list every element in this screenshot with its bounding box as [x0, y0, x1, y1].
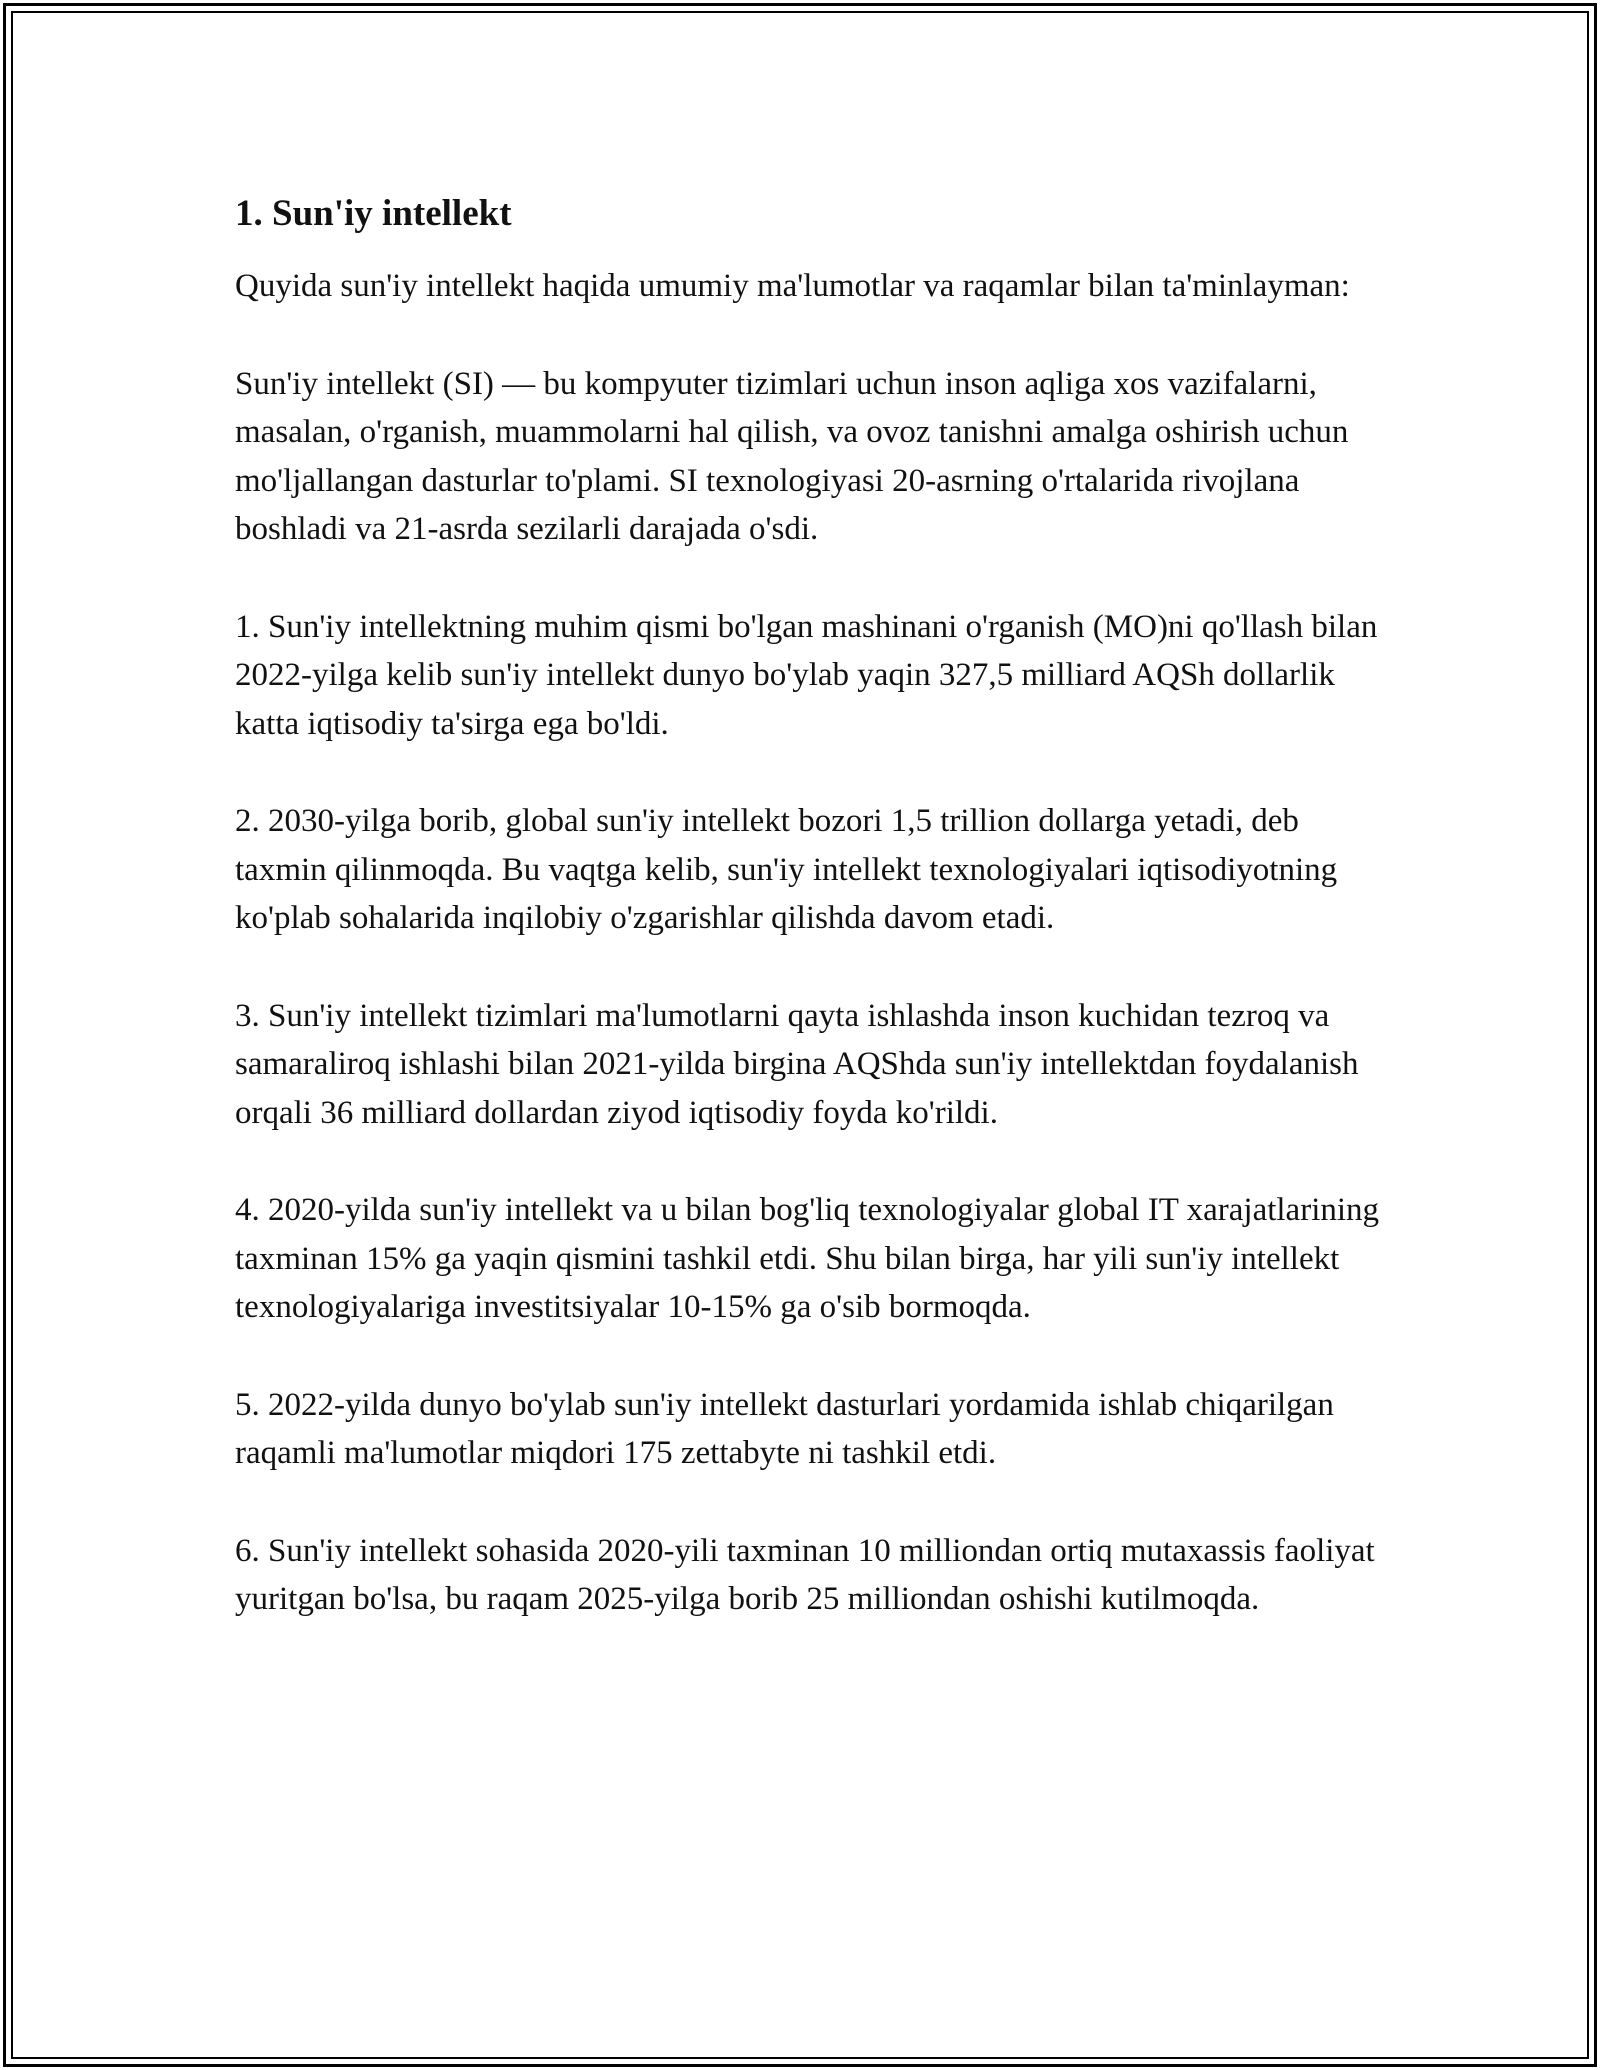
fact-paragraph-6: 6. Sun'iy intellekt sohasida 2020-yili taxminan 10 milliondan ortiq mutaxassis faoliyat yuritgan bo'lsa, bu raqam 2025-yilga borib 25 milliondan oshishi kutilmoqda. [235, 1532, 1375, 1617]
definition-paragraph: Sun'iy intellekt (SI) — bu kompyuter tizimlari uchun inson aqliga xos vazifalarni, masalan, o'rganish, muammolarni hal qilish, va ovoz tanishni amalga oshirish uchun mo'ljallangan dasturlar to'plami. SI texnologiyasi 20-asrning o'rtalarida rivojlana boshladi va 21-asrda sezilarli darajada o'sdi. [235, 365, 1349, 547]
fact-paragraph-1: 1. Sun'iy intellektning muhim qismi bo'lgan mashinani o'rganish (MO)ni qo'llash bilan 2022-yilga kelib sun'iy intellekt dunyo bo'ylab yaqin 327,5 milliard AQSh dollarlik katta iqtisodiy ta'sirga ega bo'ldi. [235, 608, 1378, 742]
document-body [235, 186, 1385, 1673]
fact-paragraph-2: 2. 2030-yilga borib, global sun'iy intellekt bozori 1,5 trillion dollarga yetadi, deb taxmin qilinmoqda. Bu vaqtga kelib, sun'iy intellekt texnologiyalari iqtisodiyotning ko'plab sohalarida inqilobiy o'zgarishlar qilishda davom etadi. [235, 803, 1338, 936]
fact-paragraph-3: 3. Sun'iy intellekt tizimlari ma'lumotlarni qayta ishlashda inson kuchidan tezroq va samaraliroq ishlashi bilan 2021-yilda birgina AQShda sun'iy intellektdan foydalanish orqali 36 milliard dollardan ziyod iqtisodiy foyda ko'rildi. [235, 997, 1359, 1131]
intro-paragraph: Quyida sun'iy intellekt haqida umumiy ma'lumotlar va raqamlar bilan ta'minlayman: [235, 268, 1350, 304]
document-title: 1. Sun'iy intellekt [235, 193, 512, 234]
fact-paragraph-4: 4. 2020-yilda sun'iy intellekt va u bilan bog'liq texnologiyalar global IT xarajatlarining taxminan 15% ga yaqin qismini tashkil etdi. Shu bilan birga, har yili sun'iy intellekt texnologiyalariga investitsiyalar 10-15% ga o'sib bormoqda. [235, 1192, 1380, 1325]
fact-paragraph-5: 5. 2022-yilda dunyo bo'ylab sun'iy intellekt dasturlari yordamida ishlab chiqarilgan raqamli ma'lumotlar miqdori 175 zettabyte ni tashkil etdi. [235, 1386, 1334, 1471]
